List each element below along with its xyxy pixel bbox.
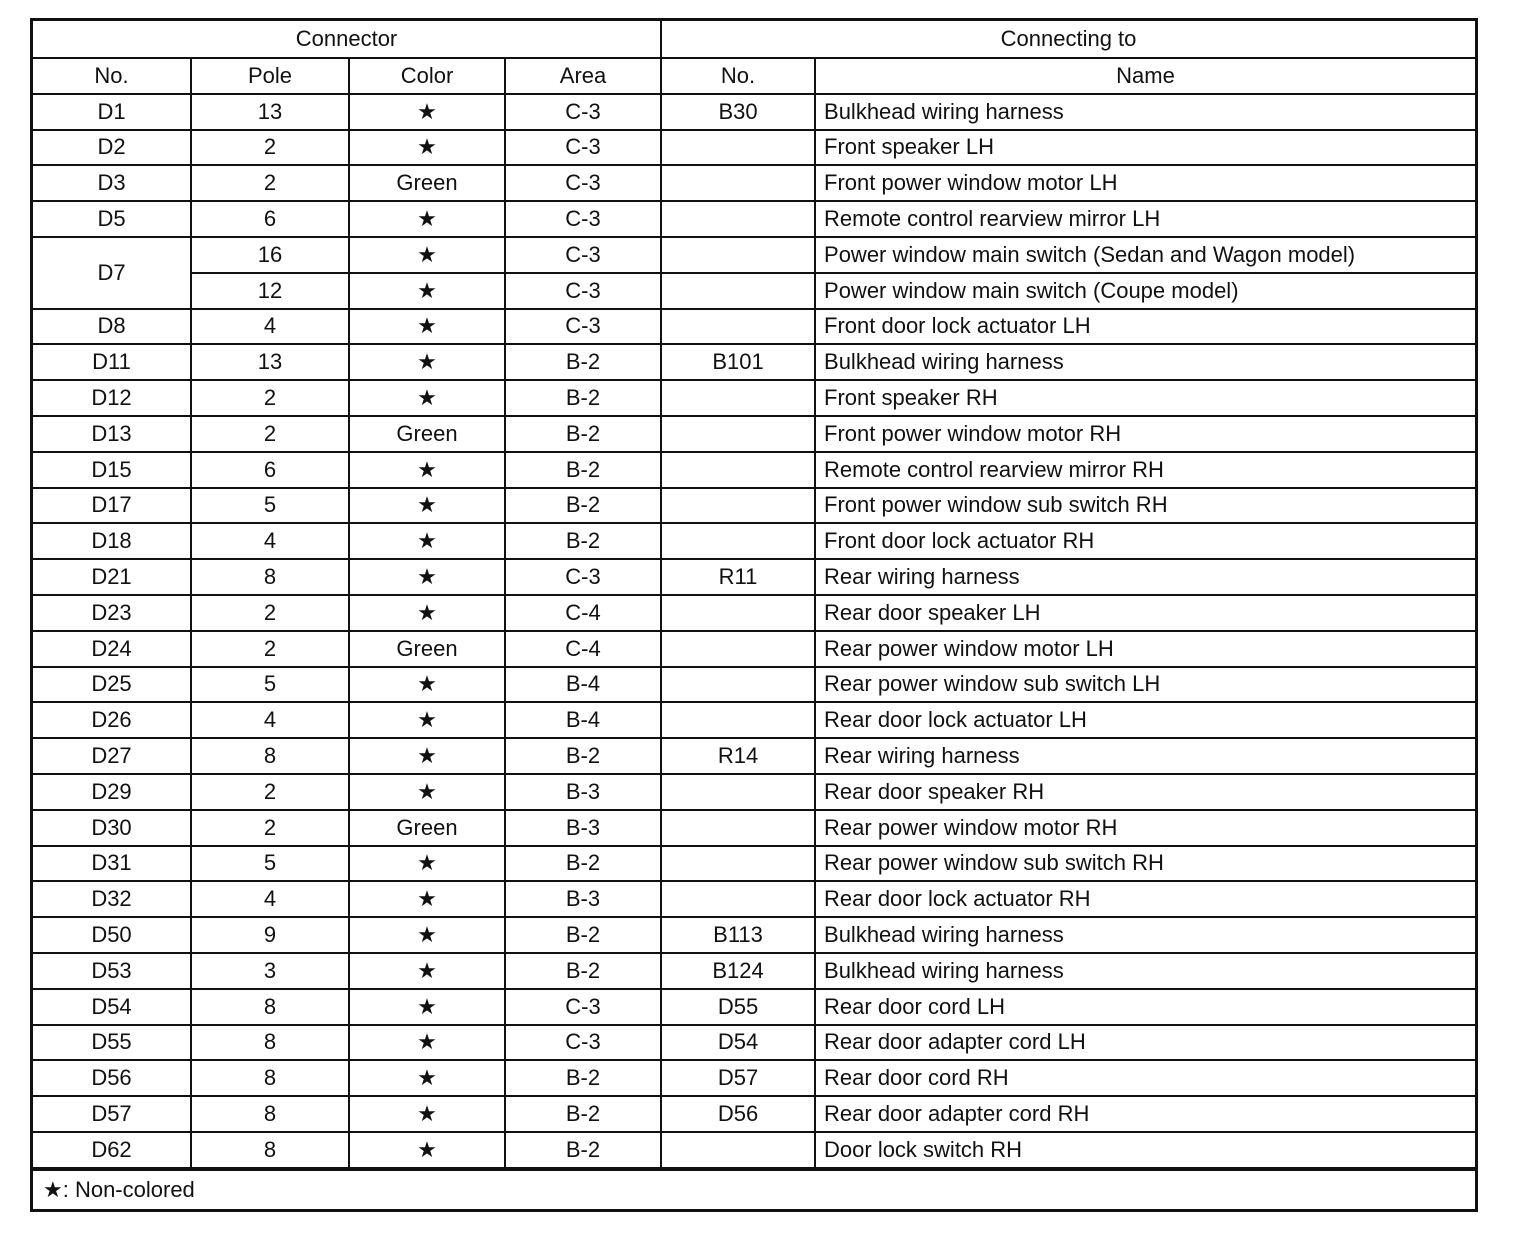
- cell-connecting-name: Rear door cord RH: [815, 1060, 1475, 1096]
- cell-connector-no: D32: [33, 881, 191, 917]
- cell-connector-no: D1: [33, 94, 191, 130]
- cell-connecting-name: Rear door speaker LH: [815, 595, 1475, 631]
- cell-color: ★: [349, 881, 505, 917]
- cell-color: ★: [349, 953, 505, 989]
- table-row: [33, 989, 1475, 1025]
- cell-connector-no: D17: [33, 488, 191, 524]
- cell-connecting-no: [661, 273, 815, 309]
- cell-connector-no: D55: [33, 1025, 191, 1061]
- cell-pole: 2: [191, 165, 349, 201]
- cell-color: ★: [349, 559, 505, 595]
- cell-connector-no: D24: [33, 631, 191, 667]
- cell-connecting-no: [661, 201, 815, 237]
- cell-pole: 2: [191, 416, 349, 452]
- cell-color: ★: [349, 1025, 505, 1061]
- cell-connecting-name: Front door lock actuator RH: [815, 523, 1475, 559]
- cell-connecting-no: [661, 165, 815, 201]
- cell-connecting-no: [661, 774, 815, 810]
- cell-connector-no: D30: [33, 810, 191, 846]
- cell-color: ★: [349, 523, 505, 559]
- cell-connector-no: D54: [33, 989, 191, 1025]
- cell-area: B-3: [505, 774, 661, 810]
- cell-connector-no: D8: [33, 309, 191, 345]
- cell-connecting-no: [661, 416, 815, 452]
- cell-pole: 13: [191, 344, 349, 380]
- connector-group-header: Connector: [33, 21, 661, 58]
- cell-pole: 16: [191, 237, 349, 273]
- cell-area: C-3: [505, 130, 661, 166]
- cell-connecting-no: [661, 380, 815, 416]
- table-row: [33, 1060, 1475, 1096]
- cell-area: B-2: [505, 523, 661, 559]
- table-row: [33, 953, 1475, 989]
- cell-area: C-3: [505, 309, 661, 345]
- cell-connecting-no: D55: [661, 989, 815, 1025]
- table-row: [33, 1025, 1475, 1061]
- cell-color: ★: [349, 488, 505, 524]
- column-header-connecting-no: No.: [661, 58, 815, 94]
- cell-connector-no: D11: [33, 344, 191, 380]
- cell-color: ★: [349, 273, 505, 309]
- cell-connecting-no: [661, 631, 815, 667]
- cell-connector-no: D2: [33, 130, 191, 166]
- cell-pole: 2: [191, 130, 349, 166]
- cell-connecting-name: Door lock switch RH: [815, 1132, 1475, 1168]
- cell-color: ★: [349, 595, 505, 631]
- cell-area: B-2: [505, 917, 661, 953]
- table-row: [33, 810, 1475, 846]
- cell-connector-no: D31: [33, 846, 191, 882]
- cell-connecting-no: B113: [661, 917, 815, 953]
- cell-area: B-2: [505, 488, 661, 524]
- table-row: [33, 881, 1475, 917]
- table-row: [33, 165, 1475, 201]
- column-header-name: Name: [815, 58, 1475, 94]
- cell-connector-no: D7: [33, 237, 191, 309]
- cell-area: C-3: [505, 989, 661, 1025]
- cell-pole: 8: [191, 989, 349, 1025]
- cell-color: Green: [349, 810, 505, 846]
- cell-connector-no: D13: [33, 416, 191, 452]
- cell-connector-no: D23: [33, 595, 191, 631]
- cell-area: C-3: [505, 559, 661, 595]
- cell-connector-no: D3: [33, 165, 191, 201]
- cell-pole: 4: [191, 309, 349, 345]
- cell-area: C-3: [505, 165, 661, 201]
- cell-pole: 3: [191, 953, 349, 989]
- cell-color: ★: [349, 1060, 505, 1096]
- cell-connecting-name: Rear door adapter cord RH: [815, 1096, 1475, 1132]
- table-row: [33, 917, 1475, 953]
- cell-connecting-name: Bulkhead wiring harness: [815, 917, 1475, 953]
- cell-area: C-4: [505, 631, 661, 667]
- cell-pole: 8: [191, 559, 349, 595]
- cell-connecting-no: [661, 846, 815, 882]
- cell-area: C-4: [505, 595, 661, 631]
- cell-connecting-name: Rear wiring harness: [815, 559, 1475, 595]
- table-row: [33, 523, 1475, 559]
- cell-connecting-name: Remote control rearview mirror RH: [815, 452, 1475, 488]
- cell-connecting-no: [661, 1132, 815, 1168]
- cell-connector-no: D25: [33, 667, 191, 703]
- cell-pole: 4: [191, 881, 349, 917]
- cell-pole: 2: [191, 774, 349, 810]
- cell-pole: 5: [191, 667, 349, 703]
- connector-table: [33, 21, 1475, 1169]
- cell-pole: 13: [191, 94, 349, 130]
- cell-color: ★: [349, 846, 505, 882]
- cell-pole: 6: [191, 452, 349, 488]
- cell-color: ★: [349, 344, 505, 380]
- table-row: [33, 416, 1475, 452]
- table-row: [33, 774, 1475, 810]
- table-row: [33, 201, 1475, 237]
- cell-pole: 12: [191, 273, 349, 309]
- cell-color: ★: [349, 1096, 505, 1132]
- cell-connecting-no: [661, 667, 815, 703]
- cell-connecting-name: Rear door cord LH: [815, 989, 1475, 1025]
- cell-connecting-name: Rear door lock actuator LH: [815, 702, 1475, 738]
- cell-color: Green: [349, 165, 505, 201]
- cell-area: C-3: [505, 273, 661, 309]
- cell-connecting-no: [661, 488, 815, 524]
- cell-connecting-no: D57: [661, 1060, 815, 1096]
- table-row: [33, 631, 1475, 667]
- cell-color: ★: [349, 380, 505, 416]
- cell-connector-no: D29: [33, 774, 191, 810]
- table-row: [33, 452, 1475, 488]
- cell-pole: 2: [191, 595, 349, 631]
- cell-pole: 8: [191, 1025, 349, 1061]
- table-row: [33, 1132, 1475, 1168]
- cell-connecting-name: Rear power window motor LH: [815, 631, 1475, 667]
- table-row: [33, 344, 1475, 380]
- cell-connecting-name: Front door lock actuator LH: [815, 309, 1475, 345]
- cell-connector-no: D57: [33, 1096, 191, 1132]
- cell-area: B-2: [505, 1132, 661, 1168]
- cell-color: ★: [349, 774, 505, 810]
- cell-area: B-2: [505, 846, 661, 882]
- cell-area: B-2: [505, 452, 661, 488]
- cell-color: Green: [349, 631, 505, 667]
- cell-area: B-3: [505, 881, 661, 917]
- cell-pole: 8: [191, 1060, 349, 1096]
- cell-connector-no: D27: [33, 738, 191, 774]
- cell-connecting-name: Rear door adapter cord LH: [815, 1025, 1475, 1061]
- cell-connecting-name: Rear wiring harness: [815, 738, 1475, 774]
- cell-color: ★: [349, 452, 505, 488]
- cell-connector-no: D56: [33, 1060, 191, 1096]
- table-body: [33, 94, 1475, 1168]
- cell-color: ★: [349, 94, 505, 130]
- cell-color: ★: [349, 917, 505, 953]
- connecting-to-group-header: Connecting to: [661, 21, 1475, 58]
- cell-connecting-name: Power window main switch (Sedan and Wagon model): [815, 237, 1475, 273]
- column-header-color: Color: [349, 58, 505, 94]
- table-row: [33, 595, 1475, 631]
- cell-connecting-name: Bulkhead wiring harness: [815, 94, 1475, 130]
- table-row: [33, 488, 1475, 524]
- cell-area: C-3: [505, 237, 661, 273]
- column-header-no: No.: [33, 58, 191, 94]
- cell-area: C-3: [505, 94, 661, 130]
- cell-color: ★: [349, 130, 505, 166]
- cell-color: ★: [349, 1132, 505, 1168]
- cell-pole: 4: [191, 523, 349, 559]
- cell-color: ★: [349, 989, 505, 1025]
- cell-pole: 8: [191, 738, 349, 774]
- cell-connecting-name: Rear power window sub switch LH: [815, 667, 1475, 703]
- cell-connector-no: D62: [33, 1132, 191, 1168]
- cell-color: ★: [349, 309, 505, 345]
- cell-pole: 2: [191, 810, 349, 846]
- cell-connecting-name: Power window main switch (Coupe model): [815, 273, 1475, 309]
- cell-connecting-no: R14: [661, 738, 815, 774]
- cell-pole: 6: [191, 201, 349, 237]
- table-row: [33, 237, 1475, 273]
- cell-connector-no: D18: [33, 523, 191, 559]
- table-row: [33, 309, 1475, 345]
- cell-color: ★: [349, 738, 505, 774]
- cell-connecting-no: [661, 881, 815, 917]
- cell-connecting-name: Bulkhead wiring harness: [815, 953, 1475, 989]
- cell-connecting-name: Front speaker LH: [815, 130, 1475, 166]
- cell-connecting-name: Remote control rearview mirror LH: [815, 201, 1475, 237]
- cell-connecting-name: Rear door lock actuator RH: [815, 881, 1475, 917]
- cell-area: C-3: [505, 201, 661, 237]
- cell-area: C-3: [505, 1025, 661, 1061]
- table-row: [33, 559, 1475, 595]
- cell-pole: 2: [191, 631, 349, 667]
- cell-color: ★: [349, 702, 505, 738]
- cell-connecting-no: [661, 237, 815, 273]
- cell-pole: 8: [191, 1132, 349, 1168]
- cell-connecting-name: Bulkhead wiring harness: [815, 344, 1475, 380]
- cell-connecting-name: Front power window motor RH: [815, 416, 1475, 452]
- cell-connecting-name: Rear power window sub switch RH: [815, 846, 1475, 882]
- cell-connecting-no: R11: [661, 559, 815, 595]
- cell-connecting-name: Rear door speaker RH: [815, 774, 1475, 810]
- table-row: [33, 94, 1475, 130]
- column-header-pole: Pole: [191, 58, 349, 94]
- cell-connecting-no: [661, 130, 815, 166]
- footnote-non-colored: ★: Non-colored: [33, 1169, 1475, 1209]
- cell-color: ★: [349, 667, 505, 703]
- cell-connecting-no: [661, 702, 815, 738]
- table-row: [33, 130, 1475, 166]
- cell-connector-no: D12: [33, 380, 191, 416]
- cell-connector-no: D5: [33, 201, 191, 237]
- cell-connecting-no: [661, 452, 815, 488]
- cell-area: B-4: [505, 667, 661, 703]
- table-row: [33, 846, 1475, 882]
- cell-connector-no: D21: [33, 559, 191, 595]
- cell-area: B-2: [505, 953, 661, 989]
- table-row: [33, 738, 1475, 774]
- cell-connector-no: D15: [33, 452, 191, 488]
- cell-area: B-2: [505, 738, 661, 774]
- column-header-row: [33, 58, 1475, 94]
- cell-connecting-name: Front power window motor LH: [815, 165, 1475, 201]
- cell-connecting-name: Rear power window motor RH: [815, 810, 1475, 846]
- cell-area: B-4: [505, 702, 661, 738]
- cell-connecting-no: D54: [661, 1025, 815, 1061]
- cell-area: B-2: [505, 1060, 661, 1096]
- cell-connecting-no: [661, 810, 815, 846]
- cell-color: ★: [349, 237, 505, 273]
- cell-pole: 5: [191, 846, 349, 882]
- cell-area: B-2: [505, 344, 661, 380]
- cell-pole: 8: [191, 1096, 349, 1132]
- cell-pole: 9: [191, 917, 349, 953]
- cell-pole: 5: [191, 488, 349, 524]
- table-row: [33, 667, 1475, 703]
- cell-connecting-no: [661, 309, 815, 345]
- cell-connector-no: D53: [33, 953, 191, 989]
- cell-connecting-name: Front speaker RH: [815, 380, 1475, 416]
- table-row: [33, 1096, 1475, 1132]
- cell-area: B-3: [505, 810, 661, 846]
- table-row: [33, 273, 1475, 309]
- cell-connecting-no: B124: [661, 953, 815, 989]
- cell-connector-no: D26: [33, 702, 191, 738]
- cell-connecting-no: [661, 595, 815, 631]
- cell-area: B-2: [505, 380, 661, 416]
- cell-connecting-no: D56: [661, 1096, 815, 1132]
- connector-table-frame: [30, 18, 1478, 1212]
- cell-connecting-no: B101: [661, 344, 815, 380]
- cell-connecting-no: B30: [661, 94, 815, 130]
- table-row: [33, 702, 1475, 738]
- table-row: [33, 380, 1475, 416]
- cell-color: Green: [349, 416, 505, 452]
- cell-connector-no: D50: [33, 917, 191, 953]
- cell-connecting-no: [661, 523, 815, 559]
- cell-pole: 4: [191, 702, 349, 738]
- cell-connecting-name: Front power window sub switch RH: [815, 488, 1475, 524]
- cell-area: B-2: [505, 416, 661, 452]
- cell-color: ★: [349, 201, 505, 237]
- cell-pole: 2: [191, 380, 349, 416]
- column-header-area: Area: [505, 58, 661, 94]
- cell-area: B-2: [505, 1096, 661, 1132]
- group-header-row: [33, 21, 1475, 58]
